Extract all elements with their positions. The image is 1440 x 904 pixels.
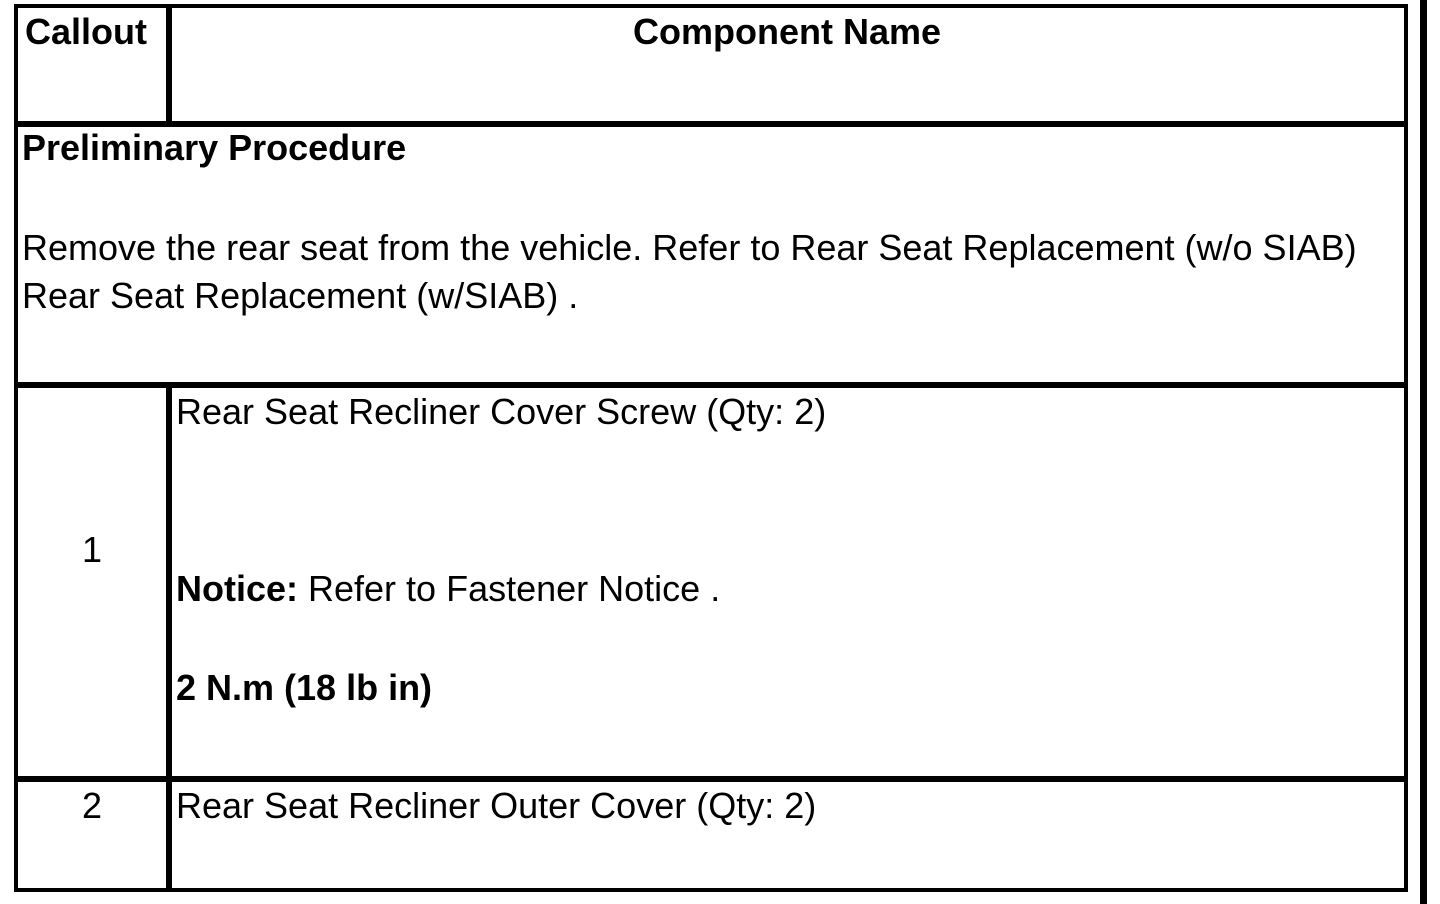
row-1-notice <box>176 568 721 609</box>
preliminary-text: Remove the rear seat from the vehicle. Refer to Rear Seat Replacement (w/o SIAB) Rear Seat Replacement (w/SIAB) . <box>22 227 1357 316</box>
row-1-component: Rear Seat Recliner Cover Screw (Qty: 2) <box>176 391 827 432</box>
header-component-name: Component Name <box>632 11 942 52</box>
row-2-callout: 2 <box>81 785 103 826</box>
row-1-torque: 2 N.m (18 lb in) <box>176 667 433 708</box>
row-2-component: Rear Seat Recliner Outer Cover (Qty: 2) <box>176 785 817 826</box>
notice-label: Notice: <box>176 568 299 609</box>
row-divider <box>18 776 1404 782</box>
header-callout: Callout <box>25 11 147 52</box>
preliminary-title: Preliminary Procedure <box>22 127 407 168</box>
page-edge-bar <box>1420 0 1427 904</box>
preliminary-divider <box>18 382 1404 388</box>
column-divider-rows <box>166 382 172 892</box>
row-1-callout: 1 <box>81 529 103 570</box>
notice-text: Refer to Fastener Notice . <box>298 568 721 609</box>
